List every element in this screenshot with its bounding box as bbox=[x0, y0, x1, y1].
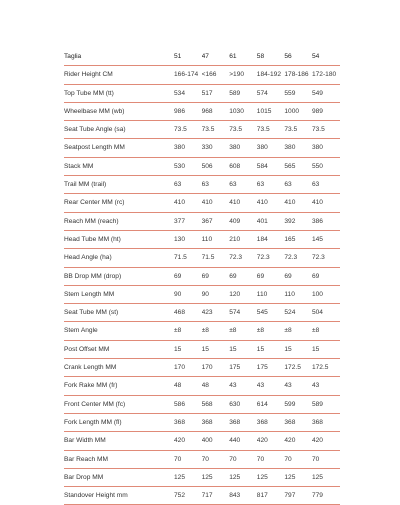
table-row bbox=[64, 267, 340, 285]
cell-value: 410 bbox=[202, 194, 230, 212]
cell-value: 63 bbox=[229, 176, 257, 194]
row-label: Post Offset MM bbox=[64, 340, 174, 358]
cell-value: 210 bbox=[229, 230, 257, 248]
cell-value: 125 bbox=[229, 468, 257, 486]
cell-value: 125 bbox=[174, 468, 202, 486]
cell-value: 73.5 bbox=[174, 121, 202, 139]
table-row bbox=[64, 322, 340, 340]
cell-value: ±8 bbox=[229, 322, 257, 340]
table-row bbox=[64, 212, 340, 230]
table-row bbox=[64, 340, 340, 358]
row-label: Reach MM (reach) bbox=[64, 212, 174, 230]
cell-value: 614 bbox=[257, 395, 285, 413]
row-label: Crank Length MM bbox=[64, 359, 174, 377]
cell-value: 410 bbox=[229, 194, 257, 212]
cell-value: 368 bbox=[229, 413, 257, 431]
row-label: Seat Tube MM (st) bbox=[64, 304, 174, 322]
row-label: Front Center MM (fc) bbox=[64, 395, 174, 413]
cell-value: <166 bbox=[202, 66, 230, 84]
row-label: Seat Tube Angle (sa) bbox=[64, 121, 174, 139]
cell-value: 110 bbox=[257, 285, 285, 303]
cell-value: 70 bbox=[312, 450, 340, 468]
cell-value: 184-192 bbox=[257, 66, 285, 84]
cell-value: 1015 bbox=[257, 102, 285, 120]
cell-value: 420 bbox=[312, 432, 340, 450]
cell-value: 72.3 bbox=[312, 249, 340, 267]
cell-value: 468 bbox=[174, 304, 202, 322]
table-row bbox=[64, 84, 340, 102]
cell-value: 15 bbox=[229, 340, 257, 358]
cell-value: 110 bbox=[284, 285, 312, 303]
cell-value: 380 bbox=[284, 139, 312, 157]
cell-value: 73.5 bbox=[312, 121, 340, 139]
cell-value: 409 bbox=[229, 212, 257, 230]
cell-value: 1030 bbox=[229, 102, 257, 120]
cell-value: 63 bbox=[174, 176, 202, 194]
cell-value: 380 bbox=[229, 139, 257, 157]
cell-value: 817 bbox=[257, 487, 285, 505]
cell-value: 368 bbox=[202, 413, 230, 431]
cell-value: >190 bbox=[229, 66, 257, 84]
cell-value: 15 bbox=[202, 340, 230, 358]
table-row bbox=[64, 432, 340, 450]
row-label: Bar Reach MM bbox=[64, 450, 174, 468]
cell-value: 15 bbox=[174, 340, 202, 358]
cell-value: 989 bbox=[312, 102, 340, 120]
cell-value: 797 bbox=[284, 487, 312, 505]
table-row bbox=[64, 194, 340, 212]
cell-value: ±8 bbox=[284, 322, 312, 340]
table-row bbox=[64, 468, 340, 486]
cell-value: 69 bbox=[257, 267, 285, 285]
header-size: 51 bbox=[174, 48, 202, 66]
cell-value: 125 bbox=[284, 468, 312, 486]
cell-value: 1000 bbox=[284, 102, 312, 120]
cell-value: 70 bbox=[202, 450, 230, 468]
cell-value: 165 bbox=[284, 230, 312, 248]
cell-value: 69 bbox=[312, 267, 340, 285]
cell-value: 752 bbox=[174, 487, 202, 505]
row-label: Top Tube MM (tt) bbox=[64, 84, 174, 102]
row-label: Rear Center MM (rc) bbox=[64, 194, 174, 212]
cell-value: 968 bbox=[202, 102, 230, 120]
row-label: Head Angle (ha) bbox=[64, 249, 174, 267]
table-row bbox=[64, 66, 340, 84]
header-size: 56 bbox=[284, 48, 312, 66]
cell-value: 72.3 bbox=[229, 249, 257, 267]
cell-value: 377 bbox=[174, 212, 202, 230]
cell-value: 423 bbox=[202, 304, 230, 322]
row-label: Trail MM (trail) bbox=[64, 176, 174, 194]
cell-value: 73.5 bbox=[229, 121, 257, 139]
cell-value: 130 bbox=[174, 230, 202, 248]
cell-value: 73.5 bbox=[202, 121, 230, 139]
cell-value: 172.5 bbox=[284, 359, 312, 377]
table-row bbox=[64, 377, 340, 395]
cell-value: 172.5 bbox=[312, 359, 340, 377]
table-row bbox=[64, 413, 340, 431]
table-row bbox=[64, 304, 340, 322]
table-row bbox=[64, 359, 340, 377]
row-label: Head Tube MM (ht) bbox=[64, 230, 174, 248]
table-row bbox=[64, 487, 340, 505]
cell-value: 72.3 bbox=[284, 249, 312, 267]
row-label: Rider Height CM bbox=[64, 66, 174, 84]
cell-value: 125 bbox=[257, 468, 285, 486]
cell-value: 420 bbox=[257, 432, 285, 450]
header-size: 58 bbox=[257, 48, 285, 66]
table-row bbox=[64, 139, 340, 157]
cell-value: 401 bbox=[257, 212, 285, 230]
cell-value: 440 bbox=[229, 432, 257, 450]
cell-value: 43 bbox=[284, 377, 312, 395]
cell-value: 568 bbox=[202, 395, 230, 413]
cell-value: 69 bbox=[284, 267, 312, 285]
cell-value: 545 bbox=[257, 304, 285, 322]
cell-value: ±8 bbox=[202, 322, 230, 340]
cell-value: 145 bbox=[312, 230, 340, 248]
cell-value: 120 bbox=[229, 285, 257, 303]
cell-value: 43 bbox=[257, 377, 285, 395]
cell-value: 100 bbox=[312, 285, 340, 303]
cell-value: 178-186 bbox=[284, 66, 312, 84]
table-row bbox=[64, 450, 340, 468]
cell-value: 410 bbox=[284, 194, 312, 212]
row-label: Bar Drop MM bbox=[64, 468, 174, 486]
cell-value: 410 bbox=[257, 194, 285, 212]
cell-value: 73.5 bbox=[284, 121, 312, 139]
cell-value: 586 bbox=[174, 395, 202, 413]
row-label: BB Drop MM (drop) bbox=[64, 267, 174, 285]
cell-value: 175 bbox=[257, 359, 285, 377]
table-body bbox=[64, 66, 340, 505]
cell-value: 63 bbox=[284, 176, 312, 194]
cell-value: 63 bbox=[257, 176, 285, 194]
cell-value: 368 bbox=[257, 413, 285, 431]
cell-value: 380 bbox=[257, 139, 285, 157]
cell-value: 550 bbox=[312, 157, 340, 175]
table-row bbox=[64, 249, 340, 267]
cell-value: 986 bbox=[174, 102, 202, 120]
row-label: Bar Width MM bbox=[64, 432, 174, 450]
cell-value: 43 bbox=[229, 377, 257, 395]
table-header bbox=[64, 48, 340, 66]
cell-value: 420 bbox=[174, 432, 202, 450]
row-label: Fork Length MM (fl) bbox=[64, 413, 174, 431]
cell-value: 843 bbox=[229, 487, 257, 505]
cell-value: ±8 bbox=[312, 322, 340, 340]
cell-value: 63 bbox=[202, 176, 230, 194]
row-label: Stem Length MM bbox=[64, 285, 174, 303]
cell-value: 72.3 bbox=[257, 249, 285, 267]
cell-value: 530 bbox=[174, 157, 202, 175]
table-row bbox=[64, 285, 340, 303]
cell-value: 330 bbox=[202, 139, 230, 157]
cell-value: 70 bbox=[284, 450, 312, 468]
cell-value: 779 bbox=[312, 487, 340, 505]
cell-value: 517 bbox=[202, 84, 230, 102]
cell-value: 90 bbox=[202, 285, 230, 303]
cell-value: 400 bbox=[202, 432, 230, 450]
table-row bbox=[64, 395, 340, 413]
cell-value: 410 bbox=[312, 194, 340, 212]
cell-value: 589 bbox=[229, 84, 257, 102]
cell-value: 48 bbox=[174, 377, 202, 395]
cell-value: 534 bbox=[174, 84, 202, 102]
header-size: 61 bbox=[229, 48, 257, 66]
cell-value: 386 bbox=[312, 212, 340, 230]
cell-value: 73.5 bbox=[257, 121, 285, 139]
cell-value: 90 bbox=[174, 285, 202, 303]
cell-value: 565 bbox=[284, 157, 312, 175]
cell-value: 172-180 bbox=[312, 66, 340, 84]
row-label: Seatpost Length MM bbox=[64, 139, 174, 157]
cell-value: 43 bbox=[312, 377, 340, 395]
row-label: Wheelbase MM (wb) bbox=[64, 102, 174, 120]
cell-value: 63 bbox=[312, 176, 340, 194]
row-label: Standover Height mm bbox=[64, 487, 174, 505]
cell-value: 166-174 bbox=[174, 66, 202, 84]
cell-value: 367 bbox=[202, 212, 230, 230]
header-label-taglia: Taglia bbox=[64, 48, 174, 66]
header-size: 47 bbox=[202, 48, 230, 66]
cell-value: 717 bbox=[202, 487, 230, 505]
cell-value: 608 bbox=[229, 157, 257, 175]
cell-value: ±8 bbox=[257, 322, 285, 340]
cell-value: 170 bbox=[174, 359, 202, 377]
cell-value: ±8 bbox=[174, 322, 202, 340]
cell-value: 110 bbox=[202, 230, 230, 248]
cell-value: 559 bbox=[284, 84, 312, 102]
table-row bbox=[64, 230, 340, 248]
cell-value: 368 bbox=[174, 413, 202, 431]
cell-value: 69 bbox=[202, 267, 230, 285]
cell-value: 175 bbox=[229, 359, 257, 377]
cell-value: 15 bbox=[312, 340, 340, 358]
cell-value: 125 bbox=[312, 468, 340, 486]
cell-value: 420 bbox=[284, 432, 312, 450]
cell-value: 589 bbox=[312, 395, 340, 413]
cell-value: 70 bbox=[229, 450, 257, 468]
cell-value: 368 bbox=[284, 413, 312, 431]
table-row bbox=[64, 176, 340, 194]
cell-value: 380 bbox=[174, 139, 202, 157]
cell-value: 184 bbox=[257, 230, 285, 248]
cell-value: 380 bbox=[312, 139, 340, 157]
header-size: 54 bbox=[312, 48, 340, 66]
row-label: Stem Angle bbox=[64, 322, 174, 340]
table-row bbox=[64, 102, 340, 120]
cell-value: 584 bbox=[257, 157, 285, 175]
cell-value: 524 bbox=[284, 304, 312, 322]
row-label: Fork Rake MM (fr) bbox=[64, 377, 174, 395]
cell-value: 70 bbox=[257, 450, 285, 468]
cell-value: 71.5 bbox=[174, 249, 202, 267]
cell-value: 15 bbox=[257, 340, 285, 358]
cell-value: 549 bbox=[312, 84, 340, 102]
cell-value: 574 bbox=[257, 84, 285, 102]
cell-value: 71.5 bbox=[202, 249, 230, 267]
cell-value: 69 bbox=[229, 267, 257, 285]
table-row bbox=[64, 121, 340, 139]
cell-value: 70 bbox=[174, 450, 202, 468]
cell-value: 506 bbox=[202, 157, 230, 175]
cell-value: 48 bbox=[202, 377, 230, 395]
cell-value: 69 bbox=[174, 267, 202, 285]
table-row bbox=[64, 157, 340, 175]
row-label: Stack MM bbox=[64, 157, 174, 175]
cell-value: 392 bbox=[284, 212, 312, 230]
geometry-table bbox=[64, 48, 340, 505]
cell-value: 410 bbox=[174, 194, 202, 212]
cell-value: 630 bbox=[229, 395, 257, 413]
cell-value: 368 bbox=[312, 413, 340, 431]
cell-value: 15 bbox=[284, 340, 312, 358]
cell-value: 125 bbox=[202, 468, 230, 486]
cell-value: 504 bbox=[312, 304, 340, 322]
cell-value: 574 bbox=[229, 304, 257, 322]
header-row bbox=[64, 48, 340, 66]
cell-value: 170 bbox=[202, 359, 230, 377]
cell-value: 599 bbox=[284, 395, 312, 413]
